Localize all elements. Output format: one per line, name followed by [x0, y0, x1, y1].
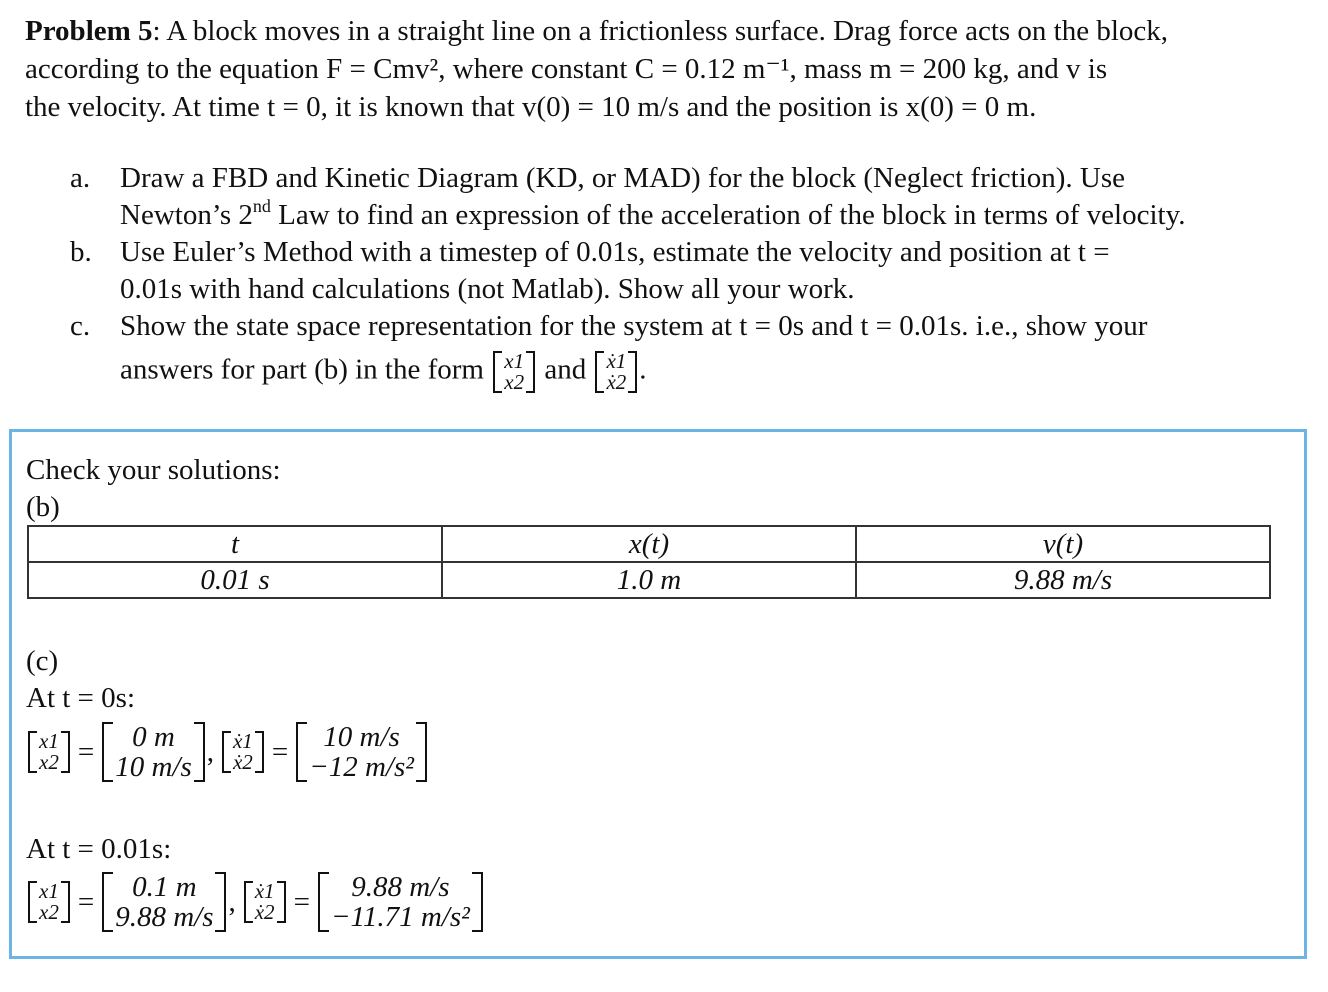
- table-header-cell: x(t): [442, 526, 856, 562]
- table-header-cell: v(t): [856, 526, 1270, 562]
- table-row: [28, 562, 1270, 598]
- at-t1-label: At t = 0.01s:: [26, 833, 172, 865]
- part-a-line-1: Draw a FBD and Kinetic Diagram (KD, or MAD) for the block (Neglect friction). Use: [120, 162, 1126, 194]
- part-b-line-2: 0.01s with hand calculations (not Matlab). Show all your work.: [120, 273, 855, 305]
- at-t0-label: At t = 0s:: [26, 682, 136, 714]
- part-b-letter: b.: [70, 236, 92, 268]
- state-vector: x1 x2: [28, 731, 70, 773]
- form-derivative-vector: ẋ1 ẋ2: [595, 351, 637, 393]
- derivative-vector: ẋ1 ẋ2: [244, 881, 286, 923]
- solution-b-table: [27, 525, 1271, 599]
- derivative-values-t0: 10 m/s −12 m/s²: [296, 722, 427, 782]
- table-cell: 0.01 s: [28, 562, 442, 598]
- part-a-letter: a.: [70, 162, 91, 194]
- form-state-vector: x1 x2: [493, 351, 535, 393]
- part-c-line-1: Show the state space representation for the system at t = 0s and t = 0.01s. i.e., show your: [120, 310, 1148, 342]
- solution-c-label: (c): [26, 645, 59, 677]
- table-cell: 1.0 m: [442, 562, 856, 598]
- solutions-box: [9, 429, 1307, 959]
- part-c: [70, 308, 1270, 393]
- problem-label: Problem 5: [25, 15, 153, 47]
- solution-b-label: (b): [26, 491, 60, 523]
- derivative-values-t1: 9.88 m/s −11.71 m/s²: [318, 872, 483, 932]
- derivative-vector: ẋ1 ẋ2: [222, 731, 264, 773]
- parts-list: [70, 160, 1270, 393]
- part-b: [70, 234, 1270, 308]
- problem-line-1: Problem 5: A block moves in a straight line on a frictionless surface. Drag force acts on the block,: [25, 15, 1169, 47]
- state-vector: x1 x2: [28, 881, 70, 923]
- part-a-line-2: Newton’s 2nd Law to find an expression of the acceleration of the block in terms of velocity.: [120, 196, 1186, 231]
- problem-line-3: the velocity. At time t = 0, it is known that v(0) = 10 m/s and the position is x(0) = 0 m.: [25, 91, 1037, 123]
- table-cell: 9.88 m/s: [856, 562, 1270, 598]
- problem-line-2: according to the equation F = Cmv², where constant C = 0.12 m⁻¹, mass m = 200 kg, and v is: [25, 53, 1108, 85]
- part-c-line-2: answers for part (b) in the form x1 x2 and ẋ1 ẋ2 .: [120, 349, 647, 394]
- part-c-letter: c.: [70, 310, 91, 342]
- table-header-cell: t: [28, 526, 442, 562]
- state-equation-t1: x1 x2 = 0.1 m 9.88 m/s , ẋ1 ẋ2 = 9.88 m/s −11.71 m/s²: [26, 872, 485, 932]
- state-equation-t0: x1 x2 = 0 m 10 m/s , ẋ1 ẋ2 = 10 m/s −12 m/s²: [26, 722, 429, 782]
- part-b-line-1: Use Euler’s Method with a timestep of 0.01s, estimate the velocity and position at t =: [120, 236, 1110, 268]
- state-values-t0: 0 m 10 m/s: [102, 722, 205, 782]
- state-values-t1: 0.1 m 9.88 m/s: [102, 872, 226, 932]
- part-a: [70, 160, 1270, 234]
- table-header-row: [28, 526, 1270, 562]
- solutions-heading: Check your solutions:: [26, 454, 281, 486]
- problem-statement: [25, 12, 1275, 126]
